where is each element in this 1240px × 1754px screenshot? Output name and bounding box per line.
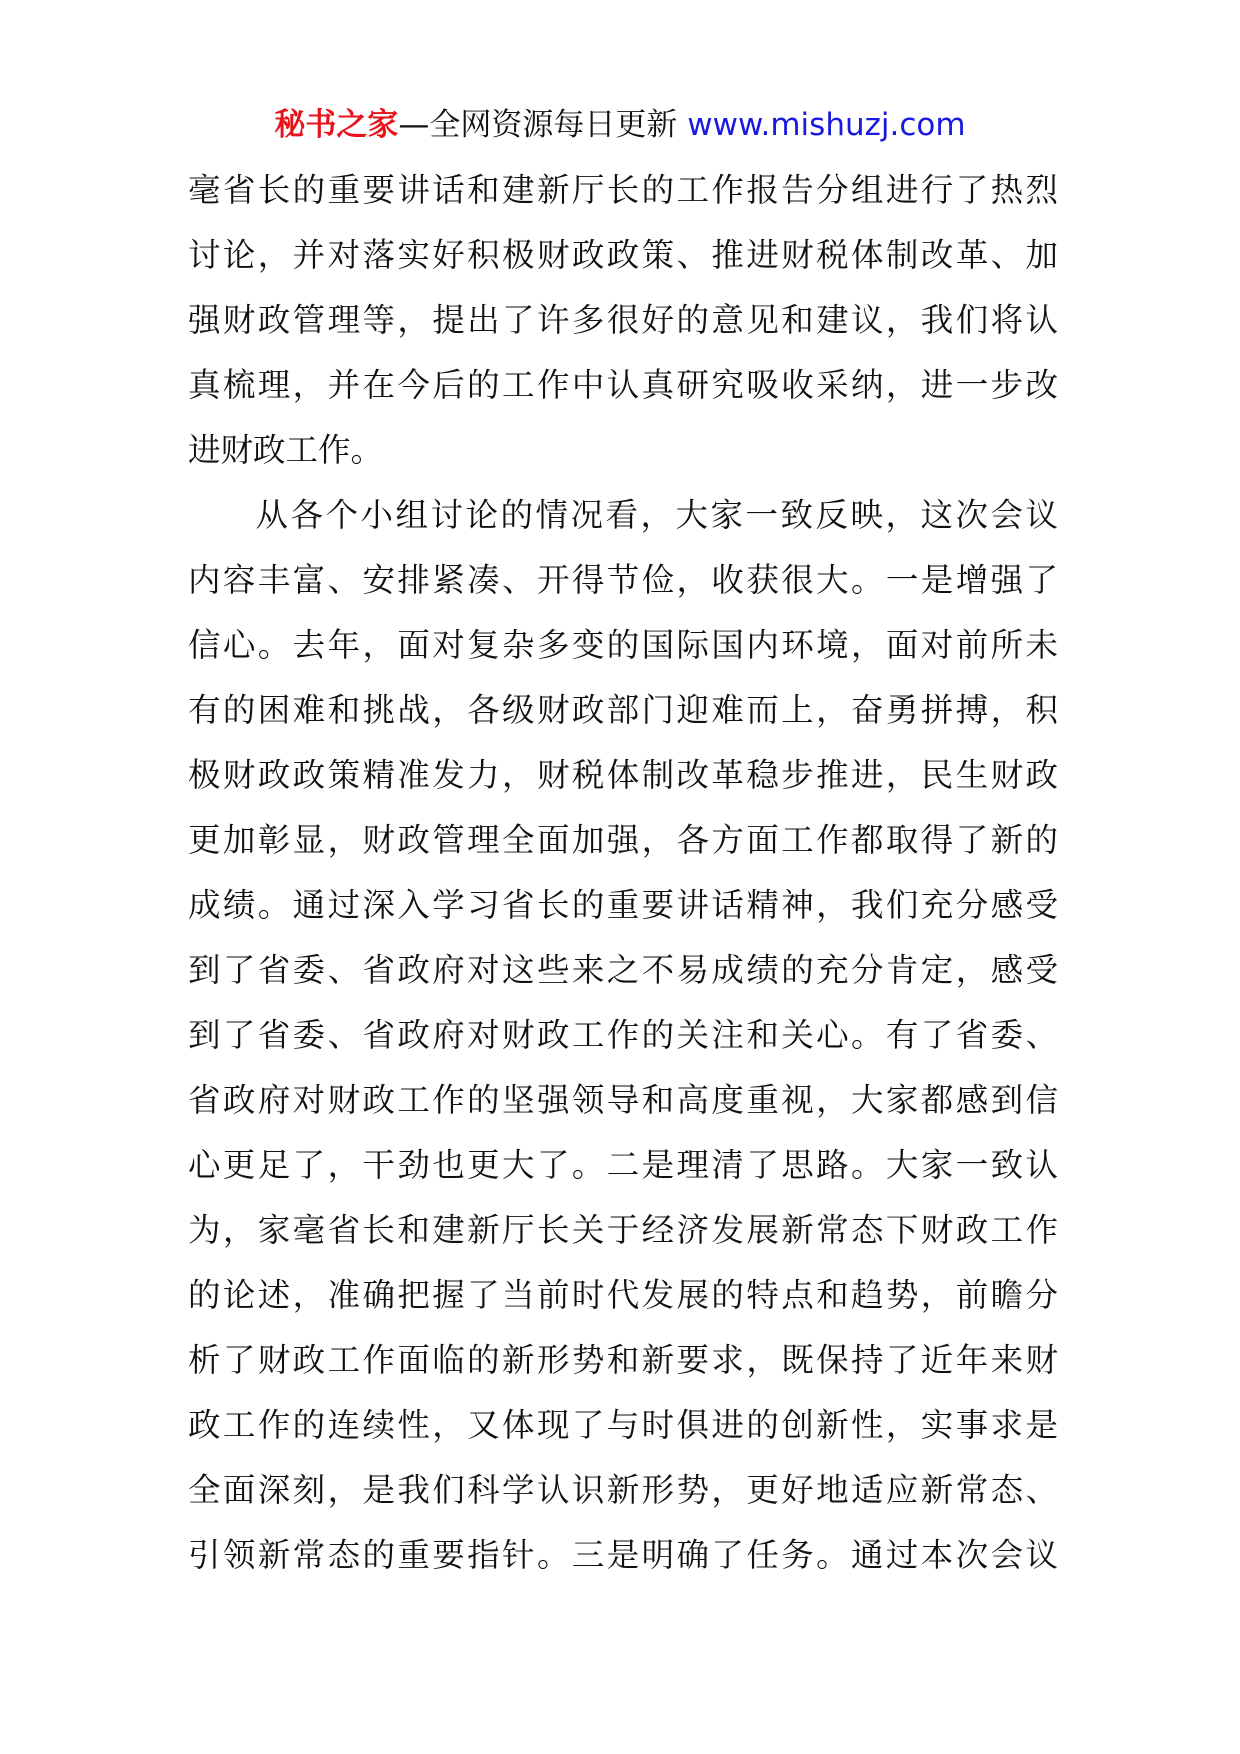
document-body [188,158,1058,1588]
text-line: 引领新常态的重要指针。三是明确了任务。通过本次会议 [188,1536,1058,1574]
text-line: 成绩。通过深入学习省长的重要讲话精神，我们充分感受 [188,886,1058,924]
text-line: 政工作的连续性，又体现了与时俱进的创新性，实事求是 [188,1406,1058,1444]
text-line-indented [188,483,1058,548]
text-line: 全面深刻，是我们科学认识新形势，更好地适应新常态、 [188,1471,1058,1509]
text-line: 到了省委、省政府对这些来之不易成绩的充分肯定，感受 [188,951,1058,989]
text-line: 内容丰富、安排紧凑、开得节俭，收获很大。一是增强了 [188,561,1058,599]
text-line: 真梳理，并在今后的工作中认真研究吸收采纳，进一步改 [188,366,1058,404]
page-header [0,100,1240,150]
header-url-link[interactable]: www.mishuzj.com [687,107,966,143]
text-line: 信心。去年，面对复杂多变的国际国内环境，面对前所未 [188,626,1058,664]
header-tagline: —全网资源每日更新 [398,107,678,143]
text-line: 更加彰显，财政管理全面加强，各方面工作都取得了新的 [188,821,1058,859]
paragraph-1 [188,158,1058,483]
text-line: 讨论，并对落实好积极财政政策、推进财税体制改革、加 [188,236,1058,274]
text-line: 毫省长的重要讲话和建新厅长的工作报告分组进行了热烈 [188,171,1058,209]
header-brand: 秘书之家 [274,107,399,143]
text-line: 强财政管理等，提出了许多很好的意见和建议，我们将认 [188,301,1058,339]
text-line: 进财政工作。 [188,431,384,469]
text-line: 心更足了，干劲也更大了。二是理清了思路。大家一致认 [188,1146,1058,1184]
text-line: 极财政政策精准发力，财税体制改革稳步推进，民生财政 [188,756,1058,794]
text-line: 为，家毫省长和建新厅长关于经济发展新常态下财政工作 [188,1211,1058,1249]
text-line: 有的困难和挑战，各级财政部门迎难而上，奋勇拼搏，积 [188,691,1058,729]
text-line: 到了省委、省政府对财政工作的关注和关心。有了省委、 [188,1016,1058,1054]
text-line: 的论述，准确把握了当前时代发展的特点和趋势，前瞻分 [188,1276,1058,1314]
text-line: 省政府对财政工作的坚强领导和高度重视，大家都感到信 [188,1081,1058,1119]
text-line-content: 从各个小组讨论的情况看，大家一致反映，这次会议 [253,496,1058,534]
text-line: 析了财政工作面临的新形势和新要求，既保持了近年来财 [188,1341,1058,1379]
paragraph-2 [188,483,1058,1588]
